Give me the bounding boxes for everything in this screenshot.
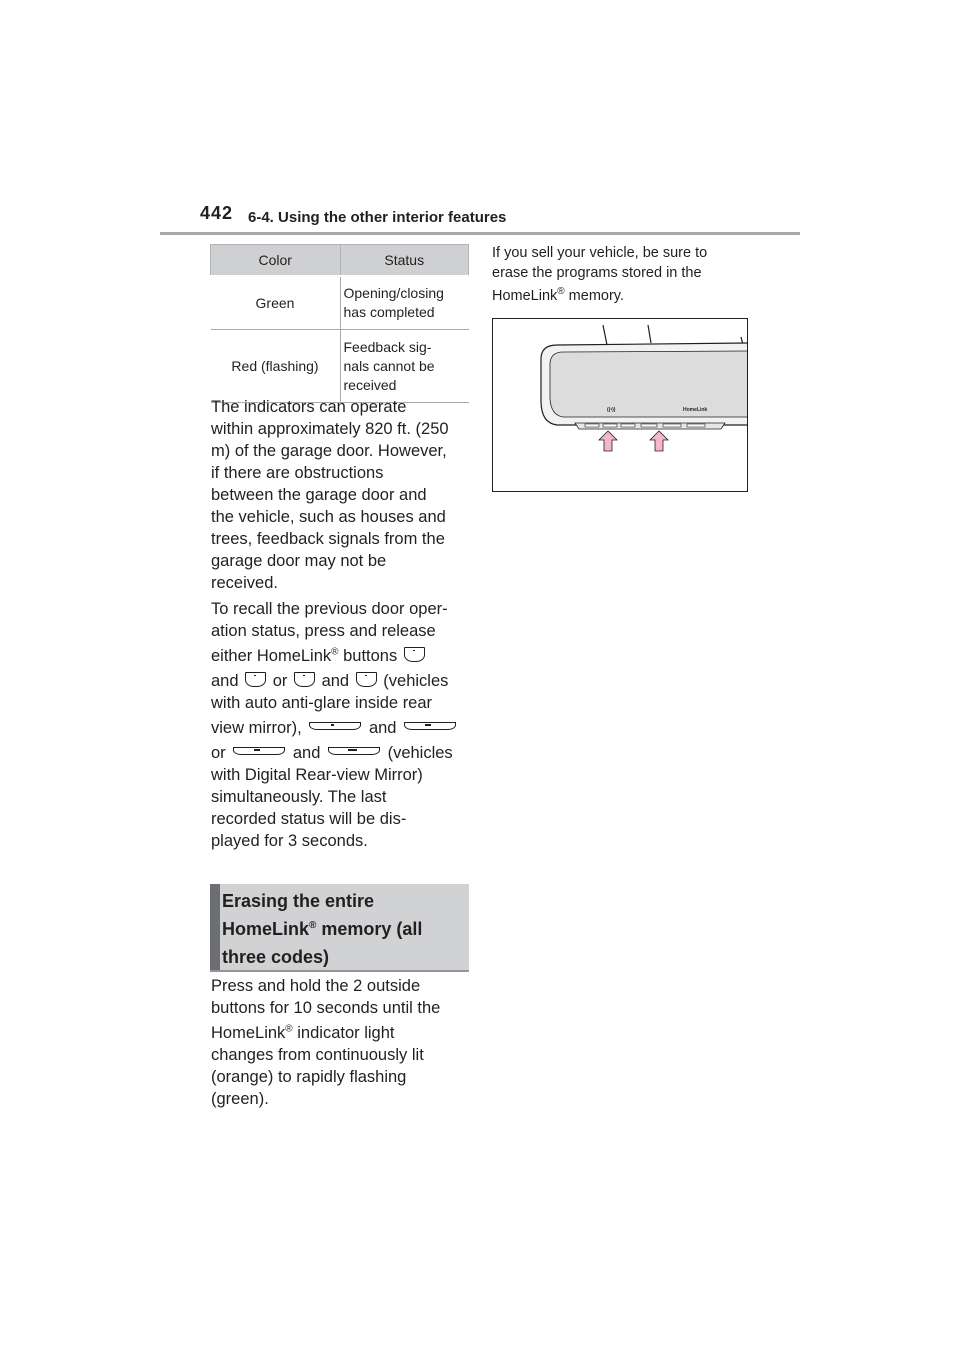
registered-mark: ®: [309, 920, 317, 931]
text-line: The indicators can operate: [211, 398, 407, 416]
paragraph-recall: [211, 598, 471, 852]
text-line: recorded status will be dis-: [211, 810, 407, 828]
status-line: has completed: [343, 304, 435, 320]
status-line: Feedback sig-: [343, 338, 432, 355]
text-line: and or and (vehicles: [211, 672, 449, 690]
text-line: between the garage door and: [211, 486, 427, 504]
registered-mark: ®: [557, 286, 565, 298]
button-1-icon: [404, 647, 425, 662]
table-row: [211, 330, 469, 403]
status-table: [210, 244, 469, 403]
homelink-logo: HomeLink: [683, 407, 708, 413]
button-2-icon: [294, 672, 315, 687]
registered-mark: ®: [285, 1023, 293, 1035]
table-cell-color: Red (flashing): [211, 330, 341, 403]
text-line: (green).: [211, 1090, 269, 1108]
table-header-color: Color: [211, 245, 341, 277]
mirror-button-2-icon: [233, 747, 285, 755]
text-line: (orange) to rapidly flashing: [211, 1068, 407, 1086]
mirror-svg: [493, 319, 747, 491]
text-line: played for 3 seconds.: [211, 832, 368, 850]
text-line: the vehicle, such as houses and: [211, 508, 446, 526]
mirror-illustration: [492, 318, 748, 492]
mirror-mount-line: [603, 325, 607, 345]
text-line: buttons for 10 seconds until the: [211, 999, 441, 1017]
header-rule: [160, 232, 800, 235]
text-line: within approximately 820 ft. (250: [211, 420, 449, 438]
mirror-button-3-icon: [328, 747, 380, 755]
table-cell-color: Green: [211, 276, 341, 330]
mirror-button-3: [621, 424, 635, 427]
mirror-mount-line: [648, 325, 651, 343]
table-header-status: Status: [340, 245, 469, 277]
text-line: received.: [211, 574, 278, 592]
text-line: view mirror), and: [211, 717, 471, 739]
mirror-button-6: [687, 424, 705, 427]
text-line: trees, feedback signals from the: [211, 530, 445, 548]
text-line: m) of the garage door. However,: [211, 442, 447, 460]
text-line: To recall the previous door oper-: [211, 600, 448, 618]
section-title: 6-4. Using the other interior features: [248, 209, 507, 226]
table-header-row: [211, 245, 469, 277]
mirror-button-1-icon: [309, 722, 361, 730]
status-line: received: [343, 376, 397, 393]
paragraph-erase: [211, 975, 471, 1110]
subheading-title: Erasing the entire HomeLink® memory (all three codes): [222, 891, 423, 967]
pointer-arrow-icon: [650, 431, 668, 451]
status-line: nals cannot be: [343, 357, 435, 374]
registered-mark: ®: [331, 646, 339, 658]
table-cell-status: [340, 330, 469, 403]
mirror-button-4: [641, 424, 657, 427]
text-line: with Digital Rear-view Mirror): [211, 766, 423, 784]
subheading-erasing: [210, 884, 469, 972]
signal-icon: ((•)): [607, 407, 616, 413]
text-line: erase the programs stored in the: [492, 265, 702, 281]
mirror-button-2-icon: [404, 722, 456, 730]
text-line: changes from continuously lit: [211, 1046, 424, 1064]
status-line: Opening/closing: [343, 285, 444, 301]
text-line: simultaneously. The last: [211, 788, 387, 806]
text-line: with auto anti-glare inside rear: [211, 694, 433, 712]
text-line: HomeLink® indicator light: [211, 1023, 395, 1042]
paragraph-range: [211, 396, 471, 594]
text-line: Press and hold the 2 outside: [211, 977, 421, 995]
mirror-button-1: [585, 424, 599, 427]
text-line: If you sell your vehicle, be sure to: [492, 245, 708, 261]
pointer-arrow-icon: [599, 431, 617, 451]
text-line: or and (vehicles: [211, 744, 453, 762]
text-line: HomeLink® memory.: [492, 286, 625, 304]
button-3-icon: [356, 672, 377, 687]
button-2-icon: [245, 672, 266, 687]
text-line: either HomeLink® buttons: [211, 645, 471, 667]
page-number: 442: [200, 203, 234, 223]
table-cell-status: [340, 276, 469, 330]
text-line: ation status, press and release: [211, 622, 436, 640]
text-line: garage door may not be: [211, 552, 387, 570]
text-line: if there are obstructions: [211, 464, 384, 482]
subheading-bar: [210, 884, 220, 970]
mirror-button-2: [603, 424, 617, 427]
paragraph-sell-vehicle: [492, 243, 762, 306]
table-row: [211, 276, 469, 330]
mirror-button-5: [663, 424, 681, 427]
mirror-glass: [550, 351, 747, 417]
